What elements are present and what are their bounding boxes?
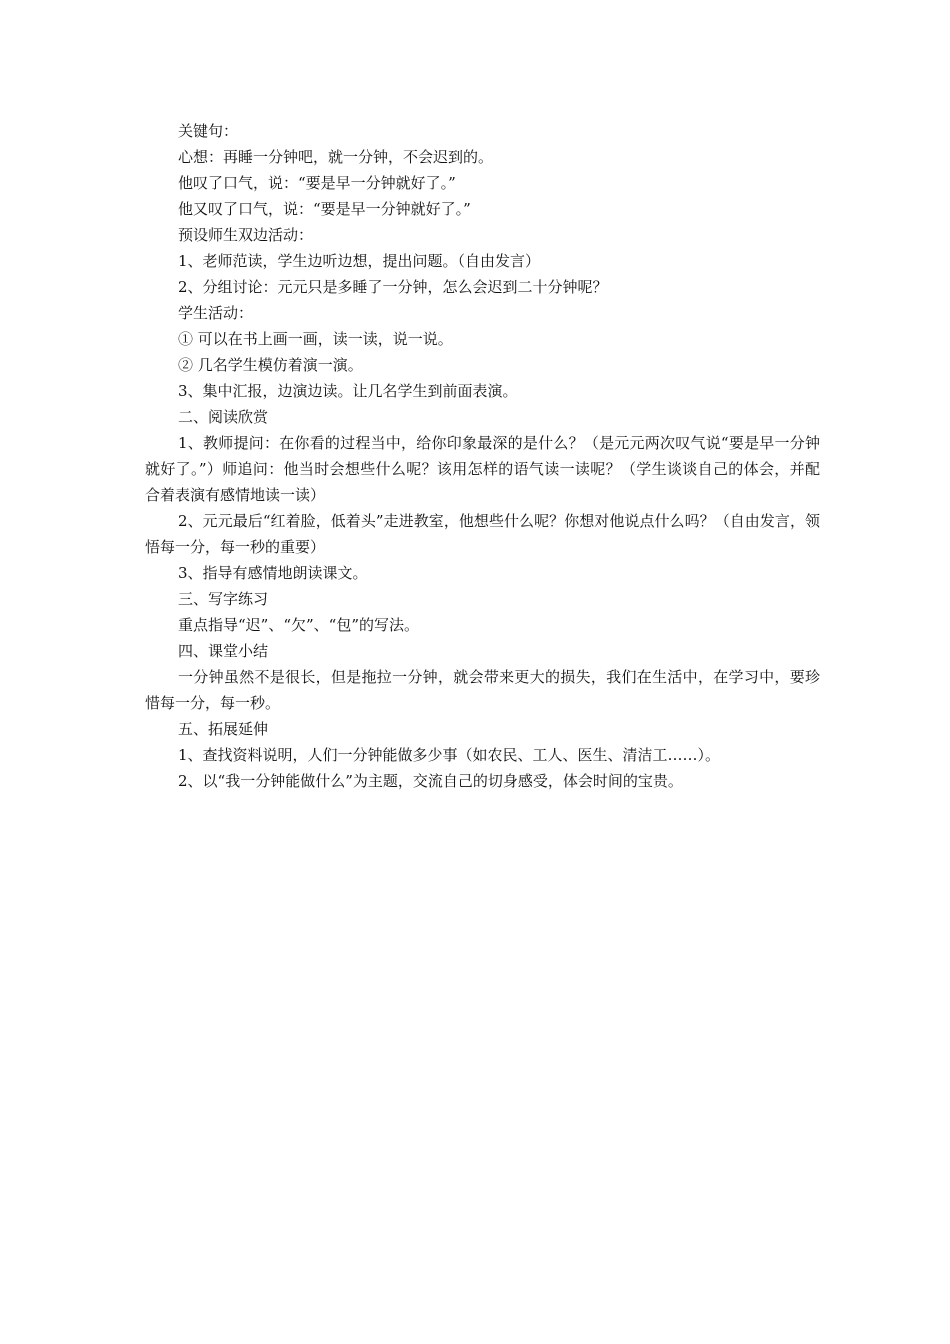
activity-step-3: 3、集中汇报，边演边读。让几名学生到前面表演。	[178, 382, 518, 400]
student-activity-2: ② 几名学生模仿着演一演。	[178, 356, 363, 374]
student-activity-1: ① 可以在书上画一画，读一读，说一说。	[178, 330, 453, 348]
section-extension-heading: 五、拓展延伸	[178, 720, 269, 738]
summary-text: 一分钟虽然不是很长，但是拖拉一分钟，就会带来更大的损失，我们在生活中，在学习中，要珍惜每一分，每一秒。	[145, 668, 820, 712]
reading-item-1: 1、教师提问：在你看的过程当中，给你印象最深的是什么？（是元元两次叹气说“要是早一分钟就好了。”）师追问：他当时会想些什么呢？该用怎样的语气读一读呢？（学生谈谈自己的体会，并配合着表演有感情地读一读）	[145, 434, 820, 504]
key-sentence-2: 他叹了口气，说：“要是早一分钟就好了。”	[178, 174, 456, 192]
section-writing-heading: 三、写字练习	[178, 590, 269, 608]
reading-item-3: 3、指导有感情地朗读课文。	[178, 564, 368, 582]
writing-item: 重点指导“迟”、“欠”、“包”的写法。	[178, 616, 420, 634]
activity-heading: 预设师生双边活动：	[178, 226, 314, 244]
key-sentences-heading: 关键句：	[178, 122, 239, 140]
activity-step-1: 1、老师范读，学生边听边想，提出问题。（自由发言）	[178, 252, 541, 270]
section-summary-heading: 四、课堂小结	[178, 642, 269, 660]
activity-step-2: 2、分组讨论：元元只是多睡了一分钟，怎么会迟到二十分钟呢？	[178, 278, 608, 296]
key-sentence-1: 心想：再睡一分钟吧，就一分钟，不会迟到的。	[178, 148, 494, 166]
student-activity-heading: 学生活动：	[178, 304, 254, 322]
extension-item-1: 1、查找资料说明，人们一分钟能做多少事（如农民、工人、医生、清洁工……）。	[178, 746, 721, 764]
key-sentence-3: 他又叹了口气，说：“要是早一分钟就好了。”	[178, 200, 471, 218]
reading-item-2: 2、元元最后“红着脸，低着头”走进教室，他想些什么呢？你想对他说点什么吗？（自由发言，领悟每一分，每一秒的重要）	[145, 512, 820, 556]
document-page	[145, 118, 820, 794]
section-reading-heading: 二、阅读欣赏	[178, 408, 269, 426]
extension-item-2: 2、以“我一分钟能做什么”为主题，交流自己的切身感受，体会时间的宝贵。	[178, 772, 683, 790]
